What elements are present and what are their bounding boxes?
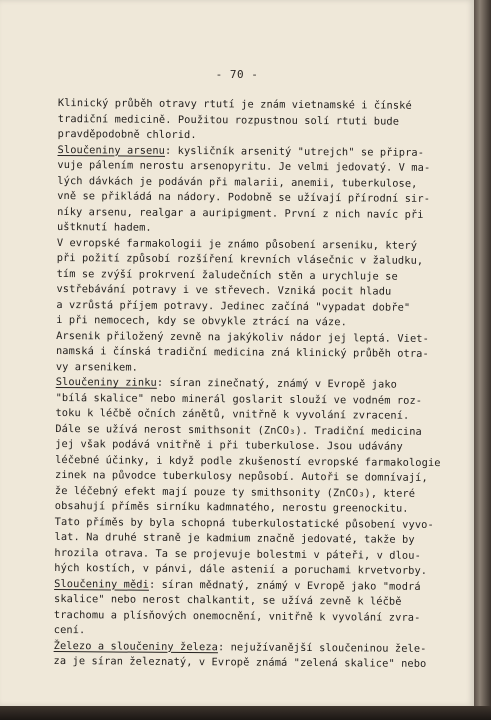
line-text: Tato příměs by byla schopná tuberkulostatické působení vyvo- <box>54 515 434 531</box>
line-text: jej však podává vnitřně i při tuberkulose. Jsou udávány <box>55 437 403 453</box>
line-text: i při nemocech, kdy se obvykle ztrácí na váze. <box>56 313 347 329</box>
line-text: pravděpodobně chlorid. <box>57 127 197 142</box>
line-text: vstřebávání potravy i ve střevech. Vzniká pocit hladu <box>56 282 392 298</box>
line-text: V evropské farmakologii je známo působení arseniku, který <box>56 236 418 252</box>
line-text: hých kostích, v pánvi, dále astenií a poruchami krvetvorby. <box>54 561 428 577</box>
line-text: zinek na původce tuberkulosy nepůsobí. Autoři se domnívají, <box>54 468 428 484</box>
line-text: : nejužívanější sloučeninou žele- <box>217 640 427 655</box>
line-text: při požití způsobí rozšíření krevních vlásečnic v žaludku, <box>56 251 424 267</box>
line-text: níky arsenu, realgar a auripigment. První z nich navíc při <box>57 205 424 221</box>
line-text: vně se přikládá na nádory. Podobně se užívají přírodní sir- <box>57 189 431 205</box>
section-heading: Sloučeniny zinku <box>55 375 157 389</box>
book-edge-bottom <box>0 706 491 720</box>
line-text: namská i čínská tradiční medicina zná klinický průběh otra- <box>55 344 429 360</box>
line-text: Dále se užívá nerost smithsonit (ZnCO₃). Tradiční medicina <box>55 422 422 438</box>
line-text: "bílá skalice" nebo minerál goslarit slouží ve vodném roz- <box>55 391 423 407</box>
line-text: : kysličník arsenitý "utrejch" se připra- <box>164 144 425 159</box>
line-text: : síran zinečnatý, známý v Evropě jako <box>156 376 398 391</box>
text-line <box>53 654 427 672</box>
text-line <box>54 607 422 625</box>
line-text: vy arsenikem. <box>55 360 139 374</box>
line-text: cení. <box>53 623 86 637</box>
line-text: lat. Na druhé straně je kadmium značně jedovaté, takže by <box>54 530 415 546</box>
line-text: toku k léčbě očních zánětů, vnitřně k vyvolání zvracení. <box>55 406 410 422</box>
body-text <box>53 96 441 672</box>
section-heading: Sloučeniny arsenu <box>57 143 166 157</box>
page-number: - 70 - <box>215 68 259 81</box>
line-text: vuje pálením nerostu arsenopyritu. Je velmi jedovatý. V ma- <box>57 158 431 174</box>
line-text: : síran mědnatý, známý v Evropě jako "modrá <box>148 578 421 593</box>
line-text: trachomu a plísňových onemocnění, vnitřně k vyvolání zvra- <box>53 608 421 624</box>
line-text: hrozila otrava. Ta se projevuje bolestmi v páteři, v dlou- <box>54 546 421 562</box>
line-text: uštknutí hadem. <box>56 220 152 234</box>
line-text: za je síran železnatý, v Evropě známá "zelená skalice" nebo <box>53 654 427 670</box>
book-edge-right <box>474 0 491 720</box>
line-text: že léčebný efekt mají pouze ty smithsonity (ZnCO₃), které <box>54 484 416 500</box>
line-text: skalice" nebo nerost chalkantit, se užívá zevně k léčbě <box>54 592 402 608</box>
line-text: Arsenik přiložený zevně na jakýkoliv nádor jej leptá. Viet- <box>56 329 429 345</box>
line-text: lých dávkách je podáván při malarii, anemii, tuberkulose, <box>57 174 418 190</box>
line-text: tím se zvýší prokrvení žaludečních stěn a urychluje se <box>56 267 398 283</box>
line-text: léčebné účinky, i když podle zkušeností evropské farmakologie <box>55 453 441 469</box>
line-text: a vzrůstá příjem potravy. Jedinec začíná "vypadat dobře" <box>56 298 411 314</box>
section-heading: Sloučeniny mědi <box>54 577 150 591</box>
line-text: Klinický průběh otravy rtutí je znám vietnamské i čínské <box>57 96 412 112</box>
section-heading: Železo a sloučeniny železa <box>53 639 219 653</box>
line-text: obsahují příměs sirníku kadmnatého, nerostu greenockitu. <box>54 499 409 515</box>
line-text: tradiční medicině. Použitou rozpustnou solí rtuti bude <box>57 112 400 128</box>
